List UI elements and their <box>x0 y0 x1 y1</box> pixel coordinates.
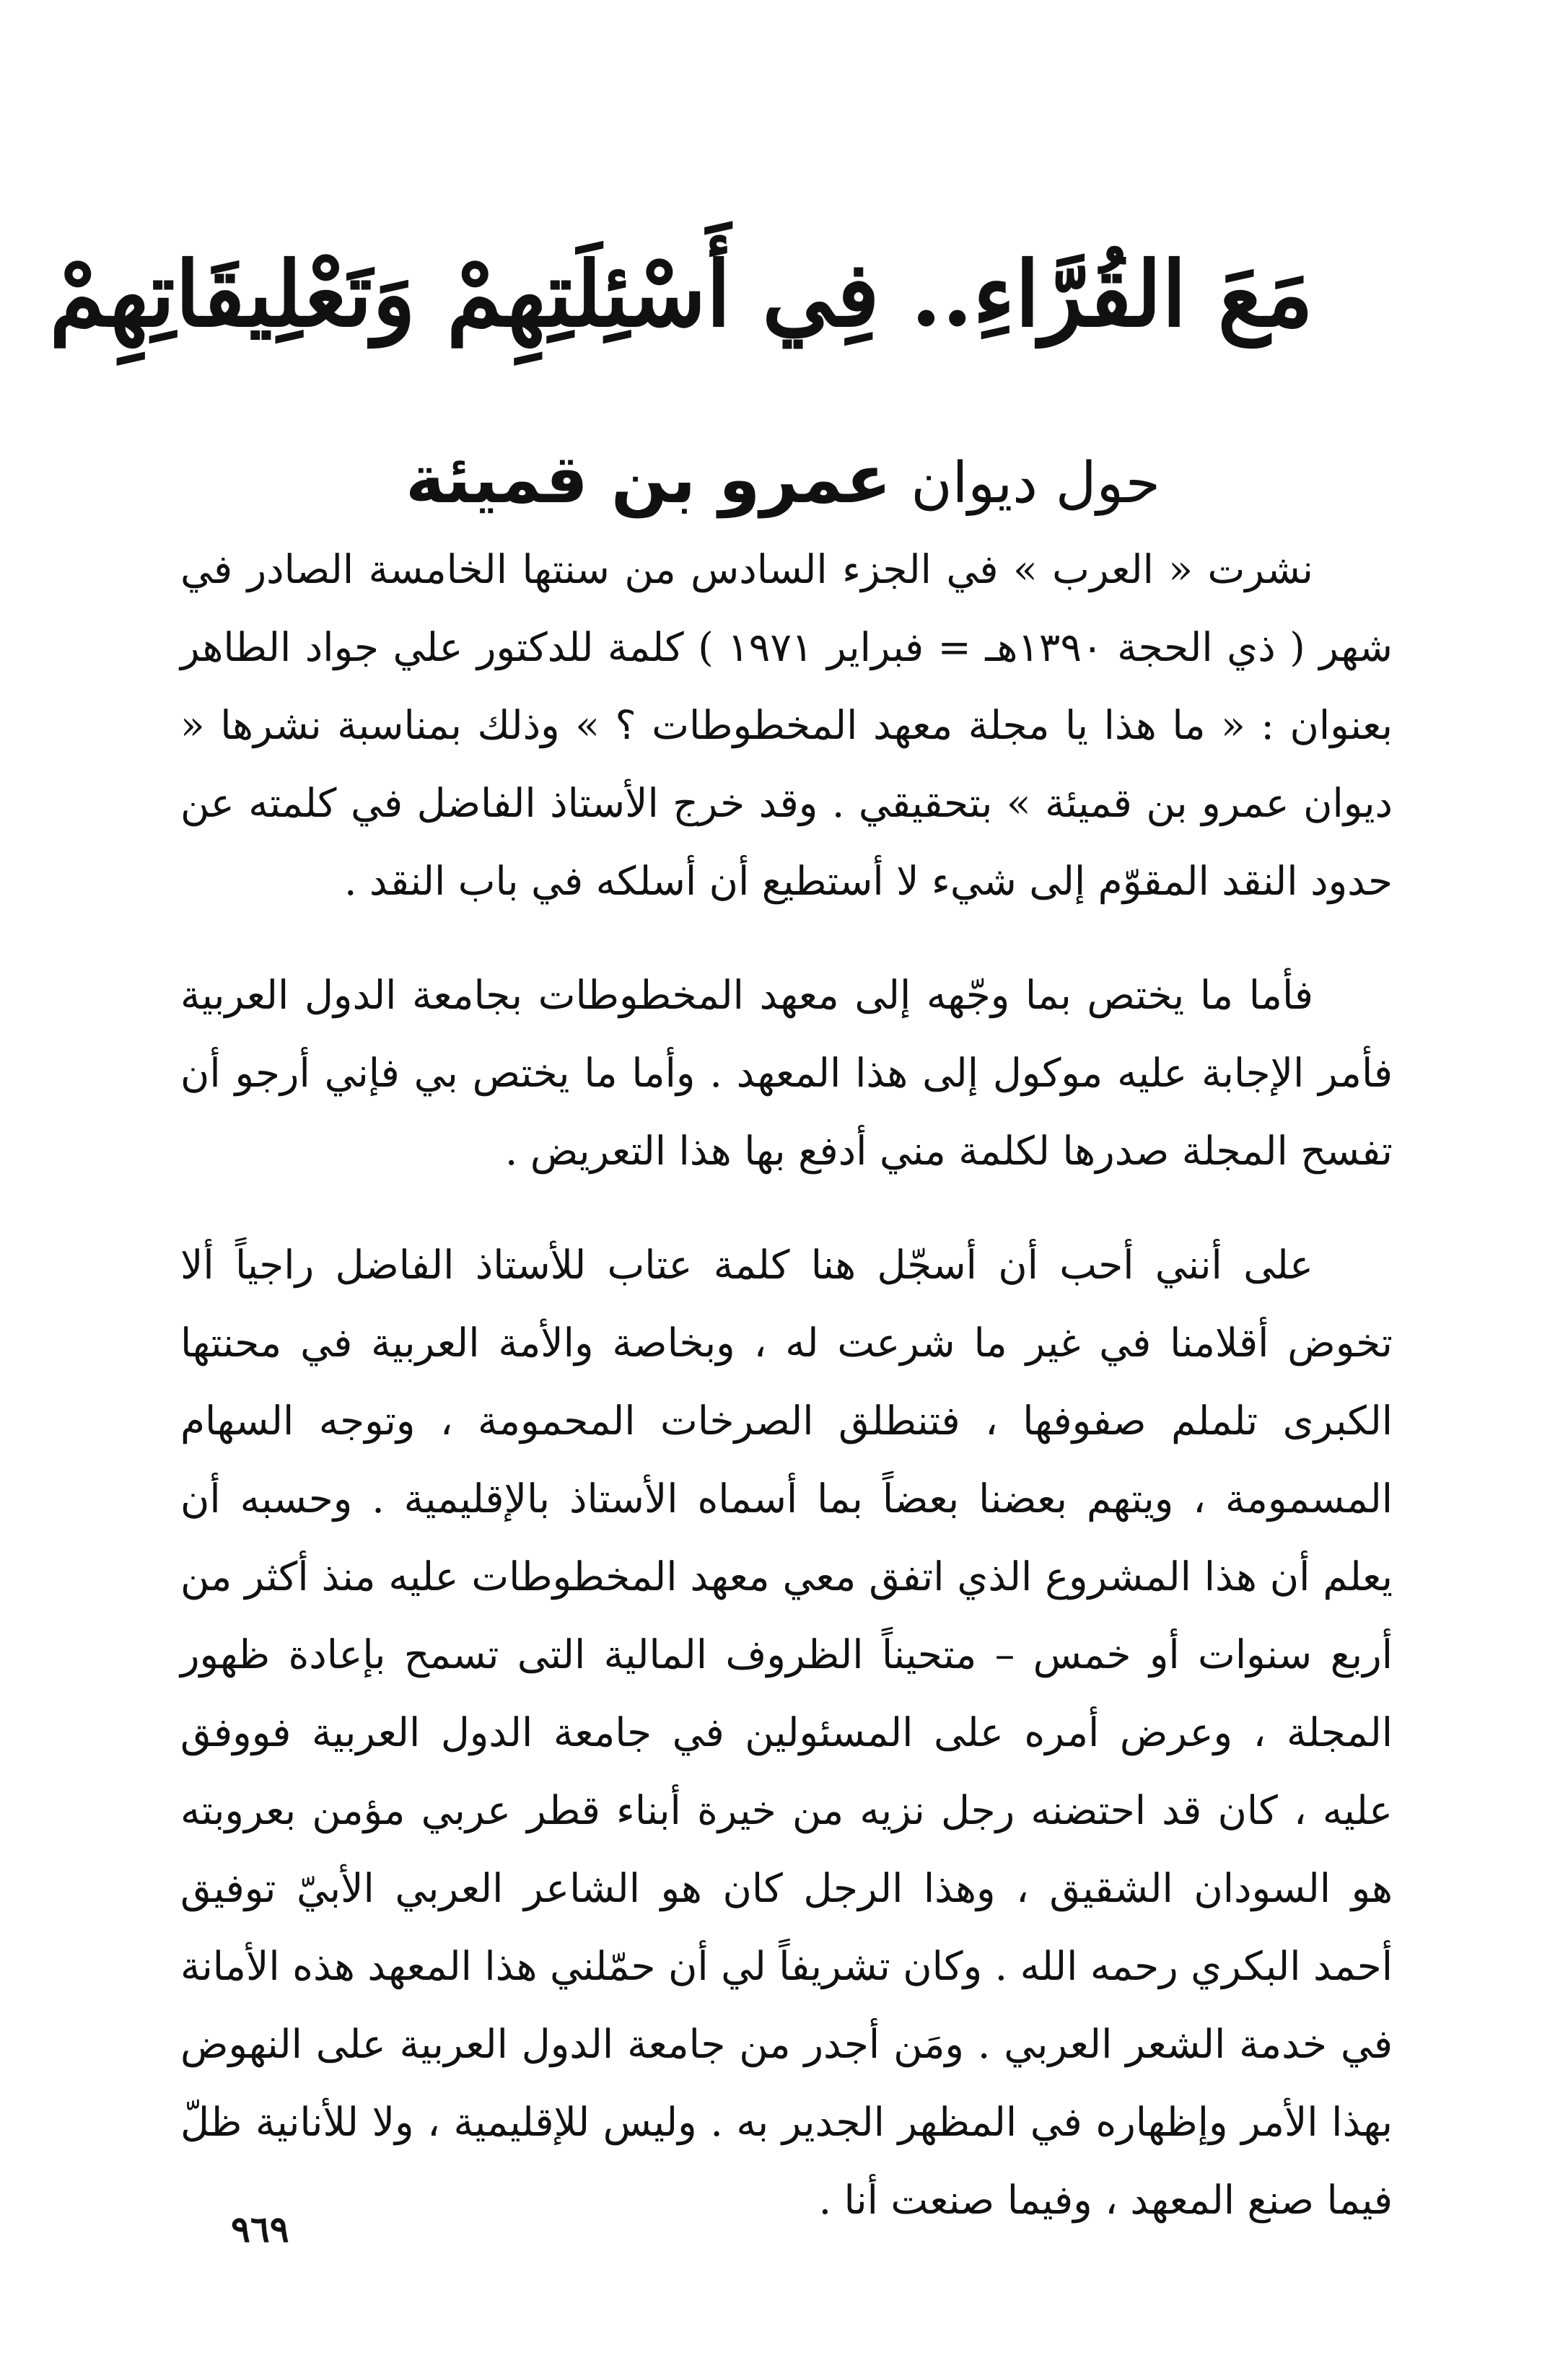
section-header-title: مَعَ القُرَّاءِ.. فِي أَسْئِلَتِهِمْ وَتَعْلِيقَاتِهِمْ <box>49 242 1313 348</box>
paragraph: فأما ما يختص بما وجّهه إلى معهد المخطوطات بجامعة الدول العربية فأمر الإجابة عليه موكول إلى هذا المعهد . وأما ما يختص بي فإني أرجو أن تفسح المجلة صدرها لكلمة مني أدفع بها هذا التعريض . <box>180 972 1393 1174</box>
article-body <box>180 530 1393 2275</box>
paragraph: على أنني أحب أن أسجّل هنا كلمة عتاب للأستاذ الفاضل راجياً ألا تخوض أقلامنا في غير ما شرعت له ، وبخاصة والأمة العربية في محنتها الكبرى تلملم صفوفها ، فتنطلق الصرخات المحمومة ، وتوجه السهام المسمومة ، ويتهم بعضنا بعضاً بما أسماه الأستاذ بالإقليمية . وحسبه أن يعلم أن هذا المشروع الذي اتفق معي معهد المخطوطات عليه منذ أكثر من أربع سنوات أو خمس – متحيناً الظروف المالية التى تسمح بإعادة ظهور المجلة ، وعرض أمره على المسئولين في جامعة الدول العربية فووفق عليه ، كان قد احتضنه رجل نزيه من خيرة أبناء قطر عربي مؤمن بعروبته هو السودان الشقيق ، وهذا الرجل كان هو الشاعر العربي الأبيّ توفيق أحمد البكري رحمه الله . وكان تشريفاً لي أن حمّلني هذا المعهد هذه الأمانة في خدمة الشعر العربي . ومَن أجدر من جامعة الدول العربية على النهوض بهذا الأمر وإظهاره في المظهر الجدير به . وليس للإقليمية ، ولا للأنانية ظلّ فيما صنع المعهد ، وفيما صنعت أنا . <box>180 1242 1393 2223</box>
paragraph: نشرت « العرب » في الجزء السادس من سنتها الخامسة الصادر في شهر ( ذي الحجة ١٣٩٠هـ = فبراير ١٩٧١ ) كلمة للدكتور علي جواد الطاهر بعنوان : « ما هذا يا مجلة معهد المخطوطات ؟ » وذلك بمناسبة نشرها « ديوان عمرو بن قميئة » بتحقيقي . وقد خرج الأستاذ الفاضل في كلمته عن حدود النقد المقوّم إلى شيء لا أستطيع أن أسلكه في باب النقد . <box>180 546 1393 904</box>
article-title <box>361 437 1205 523</box>
article-title-name: عمرو بن قميئة <box>406 440 892 518</box>
page-number: ٩٦٩ <box>231 2208 289 2250</box>
article-title-lead: حول ديوان <box>911 450 1160 516</box>
